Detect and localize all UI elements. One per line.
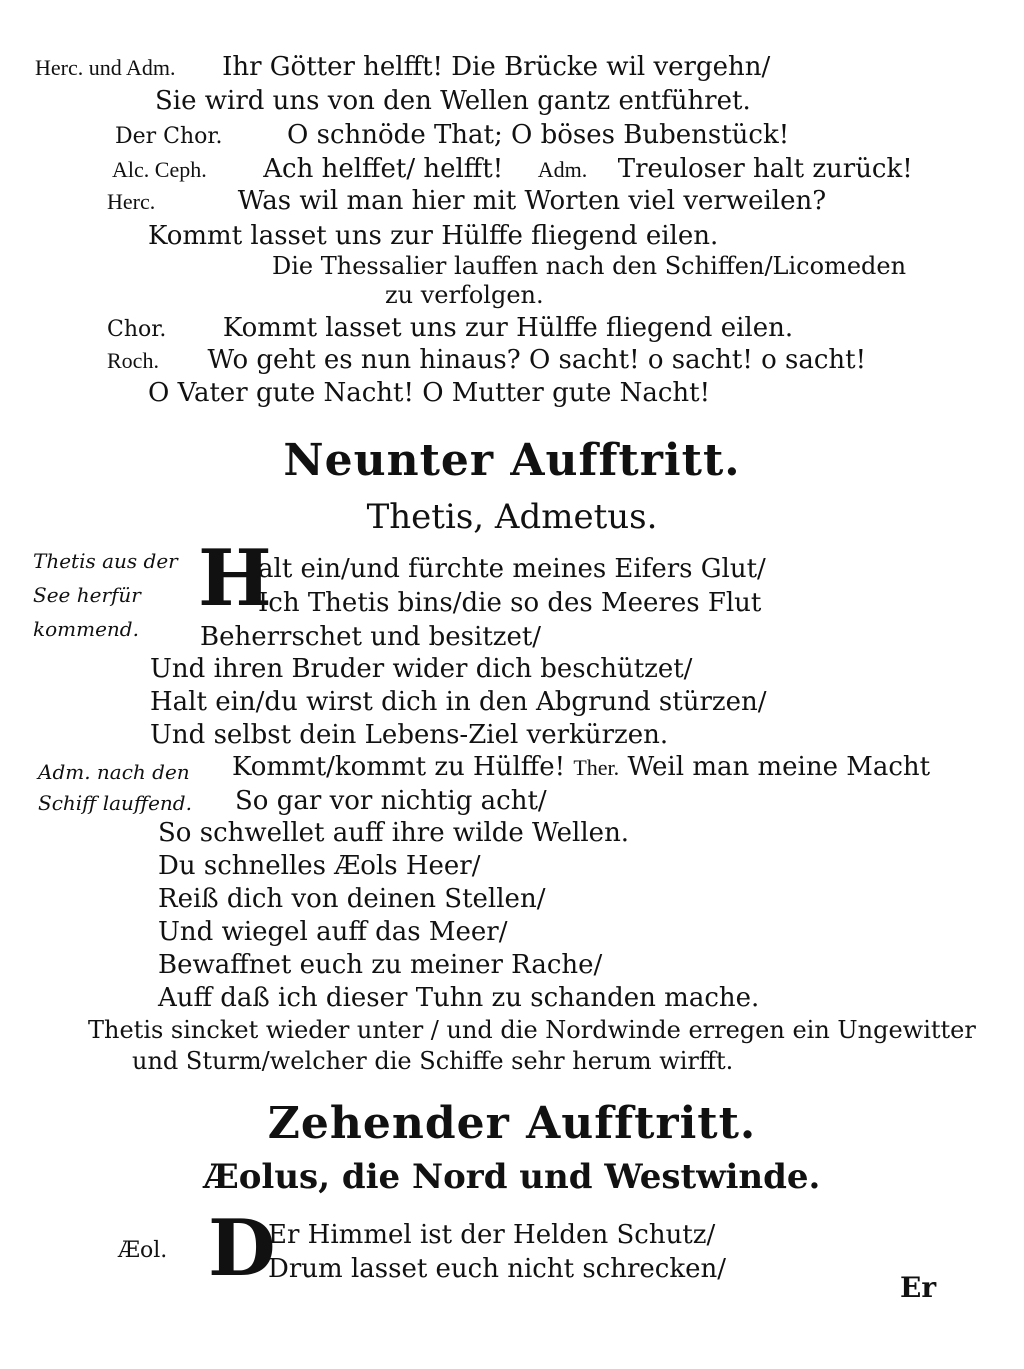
verse-text: O schnöde That; O böses Bubenstück!: [287, 120, 790, 150]
verse-line: [232, 752, 930, 783]
verse-line: [148, 378, 710, 408]
verse-line: [112, 154, 913, 185]
verse-line: Und ihren Bruder wider dich beschützet/: [150, 654, 693, 684]
verse-line: [115, 120, 789, 152]
verse-line: So gar vor nichtig acht/: [235, 786, 547, 816]
margin-note: See herfür: [33, 583, 141, 607]
verse-text: Ach helffet/ helfft!: [263, 154, 504, 184]
verse-line: Beherrschet und besitzet/: [200, 622, 542, 652]
drop-capital: D: [208, 1203, 276, 1294]
stage-direction: Thetis sincket wieder unter / und die Nordwinde erregen ein Ungewitter: [88, 1016, 976, 1044]
scene-heading: Zehender Aufftritt.: [267, 1098, 757, 1149]
verse-line: Reiß dich von deinen Stellen/: [158, 884, 546, 914]
verse-text: Kommt/kommt zu Hülffe!: [232, 752, 566, 782]
verse-line: Bewaffnet euch zu meiner Rache/: [158, 950, 603, 980]
scene-persons: Æolus, die Nord und Westwinde.: [203, 1157, 821, 1197]
verse-line: Drum lasset euch nicht schrecken/: [268, 1254, 726, 1284]
verse-line: alt ein/und fürchte meines Eifers Glut/: [258, 554, 766, 584]
margin-note: kommend.: [33, 617, 139, 641]
verse-line: [155, 86, 751, 116]
margin-note: Schiff lauffend.: [38, 791, 192, 815]
verse-line: [107, 186, 826, 217]
catchword: Er: [900, 1271, 937, 1304]
verse-text: Kommt lasset uns zur Hülffe fliegend eilen.: [222, 313, 794, 343]
scene-heading: Neunter Aufftritt.: [283, 435, 741, 486]
verse-line: Er Himmel ist der Helden Schutz/: [268, 1220, 716, 1250]
margin-note: Thetis aus der: [33, 549, 178, 573]
stage-direction: und Sturm/welcher die Schiffe sehr herum wirfft.: [132, 1047, 734, 1075]
speaker-label: Herc.: [107, 189, 156, 214]
stage-direction: zu verfolgen.: [385, 281, 544, 309]
speaker-label: Roch.: [107, 348, 159, 373]
verse-text: Kommt lasset uns zur Hülffe fliegend eilen.: [148, 221, 719, 251]
verse-line: Und wiegel auff das Meer/: [158, 917, 508, 947]
verse-line: [148, 221, 718, 251]
verse-line: Auff daß ich dieser Tuhn zu schanden mache.: [158, 983, 760, 1013]
verse-text: Treuloser halt zurück!: [617, 154, 913, 184]
verse-text: Sie wird uns von den Wellen gantz entführet.: [155, 86, 751, 116]
verse-text: Was wil man hier mit Worten viel verweilen?: [237, 186, 827, 216]
verse-line: Ich Thetis bins/die so des Meeres Flut: [258, 588, 762, 618]
speaker-label: Chor.: [107, 317, 167, 342]
verse-line: So schwellet auff ihre wilde Wellen.: [158, 818, 630, 848]
margin-note: Adm. nach den: [38, 760, 190, 784]
verse-text: O Vater gute Nacht! O Mutter gute Nacht!: [148, 378, 711, 408]
speaker-label: Adm.: [537, 157, 588, 182]
drop-capital: H: [198, 533, 272, 624]
speaker-label: Æol.: [118, 1238, 168, 1263]
speaker-label: Alc. Ceph.: [112, 157, 207, 182]
scene-persons: Thetis, Admetus.: [366, 497, 658, 537]
verse-text: Weil man meine Macht: [627, 752, 931, 782]
verse-line: [107, 313, 793, 345]
verse-line: Du schnelles Æols Heer/: [158, 851, 481, 881]
speaker-label: Der Chor.: [115, 124, 223, 149]
verse-text: Wo geht es nun hinaus? O sacht! o sacht! o sacht!: [207, 345, 867, 375]
verse-text: Ihr Götter helfft! Die Brücke wil vergehn/: [222, 52, 771, 82]
stage-direction: Die Thessalier lauffen nach den Schiffen/Licomeden: [272, 252, 907, 280]
verse-line: Halt ein/du wirst dich in den Abgrund stürzen/: [150, 687, 767, 717]
speaker-label: Ther.: [573, 755, 620, 780]
verse-line: [35, 52, 770, 83]
speaker-label: Herc. und Adm.: [35, 55, 176, 80]
verse-line: Und selbst dein Lebens-Ziel verkürzen.: [150, 720, 669, 750]
verse-line: [107, 345, 866, 376]
